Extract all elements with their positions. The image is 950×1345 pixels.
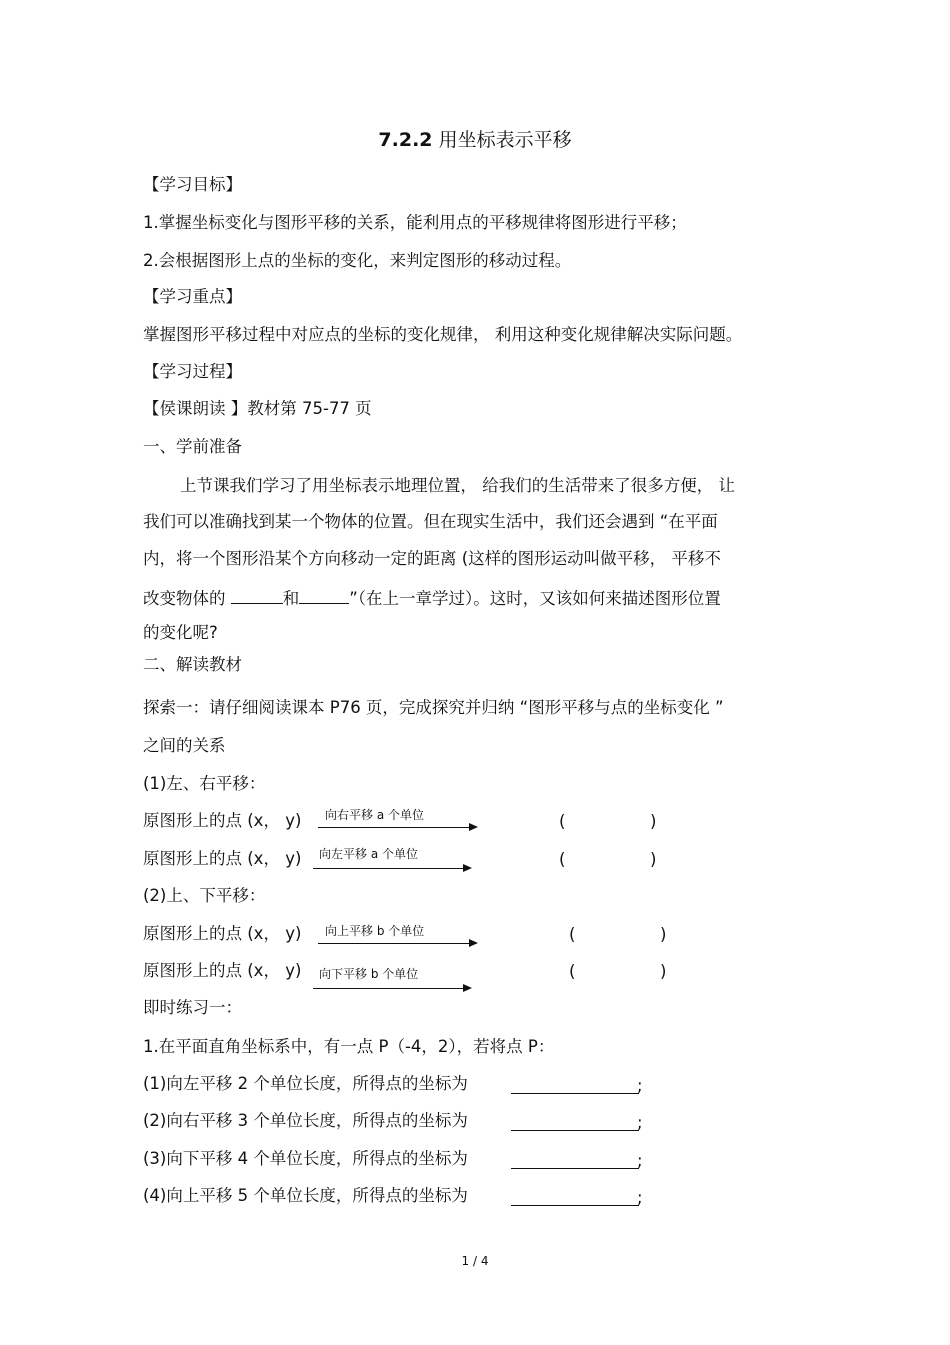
- arrow-right-icon: [318, 827, 476, 828]
- paren-close: ): [650, 850, 657, 869]
- goal-2: 2.会根据图形上点的坐标的变化，来判定图形的移动过程。: [143, 251, 572, 270]
- point-text: 原图形上的点 (x， y): [143, 811, 302, 830]
- paragraph-line-4: [143, 588, 721, 608]
- semicolon: ;: [637, 1113, 643, 1132]
- paragraph-line-4-start: 改变物体的: [143, 589, 231, 608]
- page-title: [0, 131, 950, 150]
- paragraph-line-4-end: ”（在上一章学过）。这时，又该如何来描述图形位置: [349, 589, 721, 608]
- question-1-3: (3)向下平移 4 个单位长度，所得点的坐标为: [143, 1149, 468, 1168]
- read-heading: 二、解读教材: [143, 655, 242, 674]
- blank-2[interactable]: [299, 588, 349, 604]
- paragraph-line-1: 上节课我们学习了用坐标表示地理位置， 给我们的生活带来了很多方便， 让: [180, 476, 735, 495]
- explore-line-2: 之间的关系: [143, 736, 226, 755]
- arrow-down-label: 向下平移 b 个单位: [319, 967, 419, 981]
- section-focus: 【学习重点】: [143, 287, 242, 306]
- answer-blank[interactable]: [511, 1205, 639, 1206]
- answer-blank[interactable]: [511, 1168, 639, 1169]
- semicolon: ;: [637, 1076, 643, 1095]
- question-1-2: (2)向右平移 3 个单位长度，所得点的坐标为: [143, 1111, 468, 1130]
- question-1-4: (4)向上平移 5 个单位长度，所得点的坐标为: [143, 1186, 468, 1205]
- question-1-1: (1)向左平移 2 个单位长度，所得点的坐标为: [143, 1074, 468, 1093]
- title-number: 7.2.2: [378, 129, 433, 151]
- paren-open: (: [569, 925, 576, 944]
- arrow-left-label: 向左平移 a 个单位: [319, 847, 418, 861]
- point-text: 原图形上的点 (x， y): [143, 849, 302, 868]
- point-text: 原图形上的点 (x， y): [143, 961, 302, 980]
- reading-assignment: 【侯课朗读 】教材第 75-77 页: [143, 399, 372, 418]
- paren-open: (: [559, 850, 566, 869]
- explore-line-1: 探索一：请仔细阅读课本 P76 页，完成探究并归纳 “图形平移与点的坐标变化 ”: [143, 698, 724, 717]
- paren-close: ): [660, 925, 667, 944]
- page-number: 1 / 4: [461, 1254, 489, 1268]
- semicolon: ;: [637, 1188, 643, 1207]
- blank-1[interactable]: [231, 588, 283, 604]
- arrow-down-icon: [313, 988, 470, 989]
- section-process: 【学习过程】: [143, 362, 242, 381]
- prep-heading: 一、学前准备: [143, 437, 242, 456]
- paragraph-line-4-and: 和: [282, 589, 300, 608]
- question-1: 1.在平面直角坐标系中，有一点 P（-4，2），若将点 P：: [143, 1037, 555, 1056]
- paren-open: (: [559, 812, 566, 831]
- answer-blank[interactable]: [511, 1130, 639, 1131]
- focus-text: 掌握图形平移过程中对应点的坐标的变化规律， 利用这种变化规律解决实际问题。: [143, 325, 743, 344]
- arrow-up-label: 向上平移 b 个单位: [325, 924, 425, 938]
- point-text: 原图形上的点 (x， y): [143, 924, 302, 943]
- paragraph-line-5: 的变化呢?: [143, 623, 218, 642]
- paren-close: ): [660, 962, 667, 981]
- goal-1: 1.掌握坐标变化与图形平移的关系，能利用点的平移规律将图形进行平移；: [143, 213, 687, 232]
- paragraph-line-2: 我们可以准确找到某一个物体的位置。但在现实生活中，我们还会遇到 “在平面: [143, 512, 718, 531]
- paragraph-line-3: 内，将一个图形沿某个方向移动一定的距离 (这样的图形运动叫做平移， 平移不: [143, 549, 721, 568]
- ud-heading: (2)上、下平移：: [143, 886, 266, 905]
- section-goals: 【学习目标】: [143, 175, 242, 194]
- practice-heading: 即时练习一：: [143, 998, 242, 1017]
- lr-heading: (1)左、右平移：: [143, 774, 266, 793]
- arrow-right-label: 向右平移 a 个单位: [325, 808, 424, 822]
- arrow-up-icon: [318, 943, 476, 944]
- title-text: 用坐标表示平移: [438, 129, 572, 151]
- arrow-left-icon: [313, 868, 470, 869]
- paren-close: ): [650, 812, 657, 831]
- paren-open: (: [569, 962, 576, 981]
- answer-blank[interactable]: [511, 1093, 639, 1094]
- semicolon: ;: [637, 1151, 643, 1170]
